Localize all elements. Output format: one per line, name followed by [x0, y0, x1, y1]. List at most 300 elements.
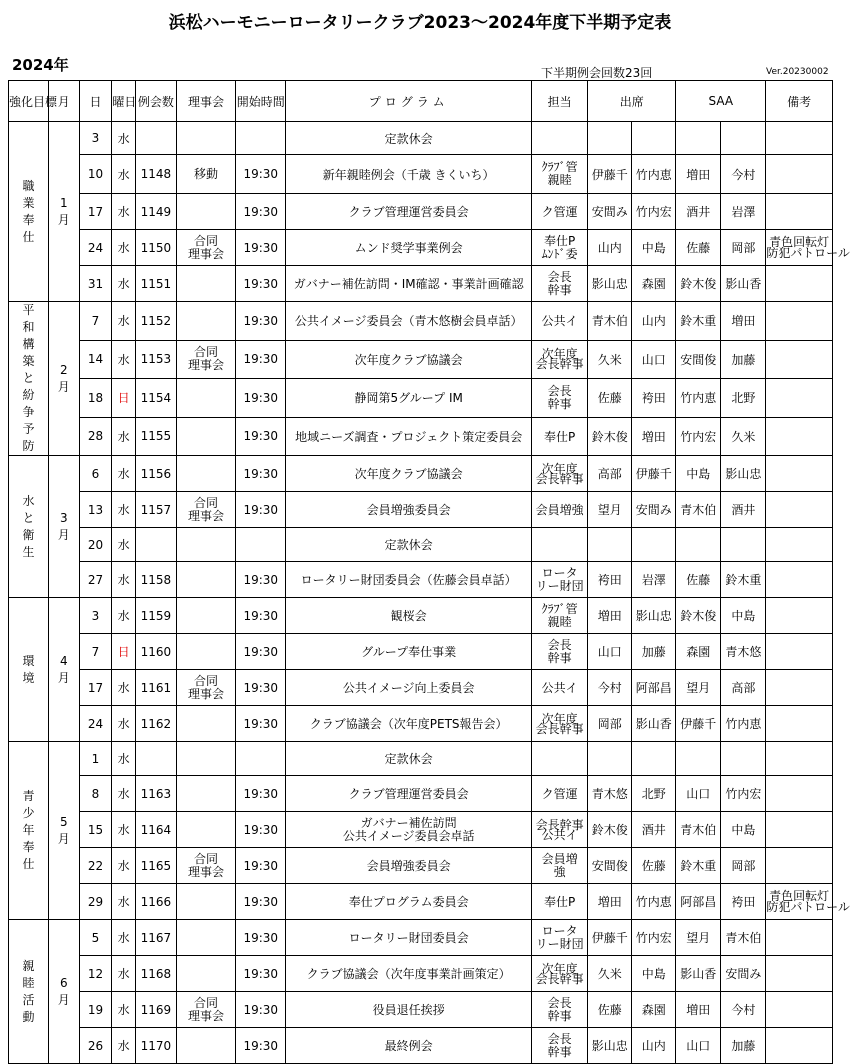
owner-cell: ロータ リー財団	[531, 562, 587, 598]
page-title: 浜松ハーモニーロータリークラブ2023～2024年度下半期予定表	[168, 13, 672, 33]
start-time-cell: 19:30	[236, 1028, 286, 1064]
table-row	[9, 884, 833, 920]
focus-goal: 職 業 奉 仕	[9, 122, 49, 302]
day-cell: 10	[79, 155, 112, 194]
attendance-cell: 安間俊	[588, 848, 632, 884]
board-cell	[176, 706, 235, 742]
attendance-cell: 中島	[632, 230, 676, 266]
attendance-cell	[632, 528, 676, 562]
meeting-number-cell: 1150	[135, 230, 176, 266]
attendance-cell: 山内	[632, 302, 676, 341]
board-cell	[176, 194, 235, 230]
board-cell	[176, 598, 235, 634]
board-cell	[176, 920, 235, 956]
saa-cell: 竹内宏	[676, 417, 721, 456]
meeting-number-cell: 1158	[135, 562, 176, 598]
board-cell	[176, 266, 235, 302]
saa-cell: 望月	[676, 920, 721, 956]
weekday-cell: 水	[112, 340, 136, 379]
notes-cell	[766, 956, 833, 992]
header-time: 開始時間	[236, 81, 286, 122]
start-time-cell: 19:30	[236, 884, 286, 920]
owner-cell	[531, 528, 587, 562]
start-time-cell: 19:30	[236, 492, 286, 528]
table-row	[9, 742, 833, 776]
table-row	[9, 194, 833, 230]
board-cell: 合同 理事会	[176, 340, 235, 379]
saa-cell: 安間俊	[676, 340, 721, 379]
start-time-cell: 19:30	[236, 230, 286, 266]
attendance-cell: 竹内宏	[632, 194, 676, 230]
header-num: 例会数	[135, 81, 176, 122]
notes-cell	[766, 194, 833, 230]
saa-cell: 青木悠	[721, 634, 766, 670]
board-cell: 移動	[176, 155, 235, 194]
meeting-number-cell: 1167	[135, 920, 176, 956]
weekday-cell: 水	[112, 848, 136, 884]
weekday-cell: 水	[112, 562, 136, 598]
notes-cell	[766, 340, 833, 379]
start-time-cell: 19:30	[236, 706, 286, 742]
weekday-cell: 水	[112, 884, 136, 920]
weekday-cell: 水	[112, 155, 136, 194]
program-cell: 定款休会	[286, 528, 532, 562]
saa-cell: 中島	[721, 812, 766, 848]
weekday-cell: 水	[112, 598, 136, 634]
notes-cell	[766, 1028, 833, 1064]
header-dow: 曜日	[112, 81, 136, 122]
attendance-cell: 山口	[588, 634, 632, 670]
attendance-cell: 久米	[588, 956, 632, 992]
table-row	[9, 379, 833, 418]
attendance-cell: 岡部	[588, 706, 632, 742]
day-cell: 29	[79, 884, 112, 920]
focus-goal: 青 少 年 奉 仕	[9, 742, 49, 920]
saa-cell: 伊藤千	[676, 706, 721, 742]
attendance-cell: 森園	[632, 266, 676, 302]
board-cell	[176, 956, 235, 992]
start-time-cell	[236, 742, 286, 776]
program-cell: ガバナー補佐訪問 公共イメージ委員会卓話	[286, 812, 532, 848]
program-cell: 次年度クラブ協議会	[286, 340, 532, 379]
table-row	[9, 528, 833, 562]
meeting-number-cell: 1164	[135, 812, 176, 848]
program-cell: 次年度クラブ協議会	[286, 456, 532, 492]
start-time-cell: 19:30	[236, 992, 286, 1028]
attendance-cell: 佐藤	[588, 379, 632, 418]
table-row	[9, 456, 833, 492]
day-cell: 26	[79, 1028, 112, 1064]
start-time-cell: 19:30	[236, 598, 286, 634]
month-cell: 4 月	[48, 598, 79, 742]
attendance-cell: 影山忠	[588, 1028, 632, 1064]
day-cell: 3	[79, 598, 112, 634]
notes-cell	[766, 266, 833, 302]
header-owner: 担当	[531, 81, 587, 122]
saa-cell: 影山忠	[721, 456, 766, 492]
saa-cell: 高部	[721, 670, 766, 706]
header-program: プログラム	[286, 81, 532, 122]
day-cell: 28	[79, 417, 112, 456]
saa-cell: 青木伯	[721, 920, 766, 956]
saa-cell: 久米	[721, 417, 766, 456]
notes-cell	[766, 920, 833, 956]
start-time-cell: 19:30	[236, 379, 286, 418]
saa-cell	[721, 742, 766, 776]
saa-cell: 増田	[721, 302, 766, 341]
meeting-number-cell: 1162	[135, 706, 176, 742]
meeting-number-cell: 1148	[135, 155, 176, 194]
weekday-cell: 水	[112, 670, 136, 706]
board-cell	[176, 302, 235, 341]
notes-cell	[766, 776, 833, 812]
program-cell: クラブ協議会（次年度事業計画策定）	[286, 956, 532, 992]
start-time-cell: 19:30	[236, 848, 286, 884]
attendance-cell: 青木悠	[588, 776, 632, 812]
program-cell: クラブ管理運営委員会	[286, 194, 532, 230]
saa-cell: 影山香	[676, 956, 721, 992]
day-cell: 14	[79, 340, 112, 379]
start-time-cell: 19:30	[236, 194, 286, 230]
day-cell: 17	[79, 670, 112, 706]
meeting-number-cell: 1149	[135, 194, 176, 230]
attendance-cell: 竹内恵	[632, 884, 676, 920]
notes-cell	[766, 417, 833, 456]
start-time-cell: 19:30	[236, 155, 286, 194]
saa-cell: 阿部昌	[676, 884, 721, 920]
attendance-cell: 袴田	[632, 379, 676, 418]
focus-goal: 水 と 衛 生	[9, 456, 49, 598]
meeting-number-cell: 1170	[135, 1028, 176, 1064]
owner-cell: 奉仕P ﾑﾝﾄﾞ委	[531, 230, 587, 266]
program-cell: 地域ニーズ調査・プロジェクト策定委員会	[286, 417, 532, 456]
attendance-cell	[588, 528, 632, 562]
board-cell: 合同 理事会	[176, 848, 235, 884]
saa-cell: 中島	[676, 456, 721, 492]
saa-cell: 岡部	[721, 848, 766, 884]
weekday-cell: 水	[112, 266, 136, 302]
day-cell: 24	[79, 230, 112, 266]
table-row	[9, 122, 833, 155]
table-row	[9, 706, 833, 742]
attendance-cell: 岩澤	[632, 562, 676, 598]
notes-cell	[766, 848, 833, 884]
header-month: 月	[48, 81, 79, 122]
weekday-cell: 日	[112, 634, 136, 670]
saa-cell: 鈴木重	[676, 302, 721, 341]
attendance-cell: 佐藤	[632, 848, 676, 884]
attendance-cell: 伊藤千	[632, 456, 676, 492]
attendance-cell	[588, 742, 632, 776]
day-cell: 18	[79, 379, 112, 418]
saa-cell: 竹内恵	[676, 379, 721, 418]
saa-cell: 竹内宏	[721, 776, 766, 812]
day-cell: 1	[79, 742, 112, 776]
table-row	[9, 670, 833, 706]
day-cell: 5	[79, 920, 112, 956]
start-time-cell	[236, 528, 286, 562]
saa-cell: 安間み	[721, 956, 766, 992]
weekday-cell: 水	[112, 812, 136, 848]
version-label: Ver.20230002	[766, 67, 829, 77]
day-cell: 15	[79, 812, 112, 848]
start-time-cell: 19:30	[236, 634, 286, 670]
meeting-number-cell: 1169	[135, 992, 176, 1028]
start-time-cell: 19:30	[236, 340, 286, 379]
board-cell	[176, 742, 235, 776]
start-time-cell: 19:30	[236, 670, 286, 706]
table-row	[9, 492, 833, 528]
meeting-number-cell: 1154	[135, 379, 176, 418]
table-row	[9, 155, 833, 194]
month-cell: 5 月	[48, 742, 79, 920]
program-cell: 役員退任挨拶	[286, 992, 532, 1028]
meeting-number-cell	[135, 742, 176, 776]
saa-cell	[676, 122, 721, 155]
saa-cell: 佐藤	[676, 562, 721, 598]
owner-cell: 次年度 会長幹事	[531, 456, 587, 492]
saa-cell: 鈴木俊	[676, 266, 721, 302]
saa-cell	[721, 122, 766, 155]
program-cell: ガバナー補佐訪問・IM確認・事業計画確認	[286, 266, 532, 302]
weekday-cell: 水	[112, 776, 136, 812]
attendance-cell: 袴田	[588, 562, 632, 598]
attendance-cell: 山内	[588, 230, 632, 266]
attendance-cell: 安間み	[632, 492, 676, 528]
owner-cell: 会長 幹事	[531, 634, 587, 670]
focus-goal: 親 睦 活 動	[9, 920, 49, 1064]
weekday-cell: 水	[112, 920, 136, 956]
meeting-number-cell: 1159	[135, 598, 176, 634]
notes-cell	[766, 706, 833, 742]
saa-cell: 岡部	[721, 230, 766, 266]
table-row	[9, 1028, 833, 1064]
notes-cell	[766, 992, 833, 1028]
saa-cell: 増田	[676, 992, 721, 1028]
month-cell: 6 月	[48, 920, 79, 1064]
program-cell: 奉仕プログラム委員会	[286, 884, 532, 920]
focus-goal: 平 和 構 築 と 紛 争 予 防	[9, 302, 49, 456]
owner-cell: 会長 幹事	[531, 992, 587, 1028]
program-cell: ロータリー財団委員会	[286, 920, 532, 956]
attendance-cell: 山内	[632, 1028, 676, 1064]
saa-cell: 今村	[721, 155, 766, 194]
board-cell: 合同 理事会	[176, 992, 235, 1028]
header-focus: 強化目標	[9, 81, 49, 122]
program-cell: ロータリー財団委員会（佐藤会員卓話）	[286, 562, 532, 598]
board-cell: 合同 理事会	[176, 492, 235, 528]
header-notes: 備考	[766, 81, 833, 122]
saa-cell	[721, 528, 766, 562]
notes-cell	[766, 670, 833, 706]
attendance-cell: 竹内恵	[632, 155, 676, 194]
meeting-number-cell: 1166	[135, 884, 176, 920]
weekday-cell: 水	[112, 1028, 136, 1064]
table-row	[9, 956, 833, 992]
board-cell	[176, 528, 235, 562]
day-cell: 17	[79, 194, 112, 230]
weekday-cell: 水	[112, 706, 136, 742]
attendance-cell: 鈴木俊	[588, 417, 632, 456]
header-day: 日	[79, 81, 112, 122]
meeting-number-cell: 1160	[135, 634, 176, 670]
saa-cell: 岩澤	[721, 194, 766, 230]
owner-cell: ｸﾗﾌﾞ管 親睦	[531, 598, 587, 634]
board-cell	[176, 1028, 235, 1064]
board-cell	[176, 379, 235, 418]
table-row	[9, 848, 833, 884]
program-cell: 観桜会	[286, 598, 532, 634]
meeting-number-cell: 1152	[135, 302, 176, 341]
day-cell: 3	[79, 122, 112, 155]
saa-cell: 増田	[676, 155, 721, 194]
saa-cell: 影山香	[721, 266, 766, 302]
weekday-cell: 水	[112, 122, 136, 155]
month-cell: 1 月	[48, 122, 79, 302]
weekday-cell: 水	[112, 302, 136, 341]
board-cell	[176, 634, 235, 670]
attendance-cell: 阿部昌	[632, 670, 676, 706]
attendance-cell: 影山忠	[588, 266, 632, 302]
start-time-cell: 19:30	[236, 456, 286, 492]
saa-cell	[676, 742, 721, 776]
saa-cell: 北野	[721, 379, 766, 418]
meeting-number-cell: 1163	[135, 776, 176, 812]
board-cell	[176, 456, 235, 492]
owner-cell	[531, 742, 587, 776]
owner-cell: 会員増 強	[531, 848, 587, 884]
program-cell: 最終例会	[286, 1028, 532, 1064]
notes-cell	[766, 742, 833, 776]
meeting-number-cell	[135, 122, 176, 155]
notes-cell	[766, 456, 833, 492]
attendance-cell: 青木伯	[588, 302, 632, 341]
table-row	[9, 340, 833, 379]
attendance-cell: 影山忠	[632, 598, 676, 634]
board-cell	[176, 776, 235, 812]
day-cell: 8	[79, 776, 112, 812]
attendance-cell: 山口	[632, 340, 676, 379]
saa-cell: 山口	[676, 1028, 721, 1064]
program-cell: 公共イメージ向上委員会	[286, 670, 532, 706]
saa-cell: 酒井	[676, 194, 721, 230]
attendance-cell: 増田	[588, 598, 632, 634]
attendance-cell	[632, 122, 676, 155]
attendance-cell: 加藤	[632, 634, 676, 670]
table-row	[9, 598, 833, 634]
weekday-cell: 水	[112, 456, 136, 492]
board-cell	[176, 562, 235, 598]
table-row	[9, 302, 833, 341]
start-time-cell: 19:30	[236, 562, 286, 598]
meeting-number-cell: 1157	[135, 492, 176, 528]
program-cell: 新年親睦例会（千歳 きくいち）	[286, 155, 532, 194]
table-row	[9, 417, 833, 456]
day-cell: 6	[79, 456, 112, 492]
start-time-cell: 19:30	[236, 266, 286, 302]
table-row	[9, 230, 833, 266]
day-cell: 22	[79, 848, 112, 884]
day-cell: 7	[79, 634, 112, 670]
header-attendance: 出席	[588, 81, 676, 122]
attendance-cell: 鈴木俊	[588, 812, 632, 848]
saa-cell: 望月	[676, 670, 721, 706]
table-row	[9, 992, 833, 1028]
owner-cell: 奉仕P	[531, 884, 587, 920]
schedule-body	[9, 122, 850, 1064]
attendance-cell: 今村	[588, 670, 632, 706]
attendance-cell: 伊藤千	[588, 920, 632, 956]
day-cell: 19	[79, 992, 112, 1028]
program-cell: クラブ管理運営委員会	[286, 776, 532, 812]
program-cell: グループ奉仕事業	[286, 634, 532, 670]
year-label: 2024年	[12, 56, 69, 74]
owner-cell: ｸﾗﾌﾞ管 親睦	[531, 155, 587, 194]
attendance-cell: 久米	[588, 340, 632, 379]
notes-cell	[766, 379, 833, 418]
table-row	[9, 266, 833, 302]
attendance-cell	[588, 122, 632, 155]
board-cell	[176, 122, 235, 155]
weekday-cell: 水	[112, 992, 136, 1028]
notes-cell	[766, 634, 833, 670]
owner-cell: 公共イ	[531, 302, 587, 341]
start-time-cell: 19:30	[236, 920, 286, 956]
meeting-number-cell: 1168	[135, 956, 176, 992]
owner-cell: 会長 幹事	[531, 266, 587, 302]
weekday-cell: 水	[112, 492, 136, 528]
program-cell: 会員増強委員会	[286, 492, 532, 528]
meeting-number-cell: 1165	[135, 848, 176, 884]
saa-cell: 山口	[676, 776, 721, 812]
table-row	[9, 562, 833, 598]
board-cell	[176, 417, 235, 456]
saa-cell: 加藤	[721, 1028, 766, 1064]
attendance-cell: 高部	[588, 456, 632, 492]
attendance-cell: 森園	[632, 992, 676, 1028]
owner-cell: 会員増強	[531, 492, 587, 528]
schedule-table	[8, 80, 850, 1064]
attendance-cell	[632, 742, 676, 776]
program-cell: ムンド奨学事業例会	[286, 230, 532, 266]
saa-cell	[676, 528, 721, 562]
table-row	[9, 920, 833, 956]
weekday-cell: 水	[112, 417, 136, 456]
saa-cell: 酒井	[721, 492, 766, 528]
attendance-cell: 望月	[588, 492, 632, 528]
start-time-cell: 19:30	[236, 956, 286, 992]
attendance-cell: 増田	[632, 417, 676, 456]
saa-cell: 中島	[721, 598, 766, 634]
day-cell: 12	[79, 956, 112, 992]
day-cell: 13	[79, 492, 112, 528]
day-cell: 20	[79, 528, 112, 562]
saa-cell: 竹内恵	[721, 706, 766, 742]
meeting-number-cell: 1156	[135, 456, 176, 492]
owner-cell: 次年度 会長幹事	[531, 340, 587, 379]
day-cell: 7	[79, 302, 112, 341]
owner-cell: ク管運	[531, 194, 587, 230]
table-row	[9, 634, 833, 670]
start-time-cell: 19:30	[236, 302, 286, 341]
saa-cell: 森園	[676, 634, 721, 670]
start-time-cell: 19:30	[236, 812, 286, 848]
meeting-count: 下半期例会回数23回	[541, 66, 653, 80]
saa-cell: 佐藤	[676, 230, 721, 266]
meeting-number-cell: 1153	[135, 340, 176, 379]
attendance-cell: 北野	[632, 776, 676, 812]
notes-cell	[766, 528, 833, 562]
